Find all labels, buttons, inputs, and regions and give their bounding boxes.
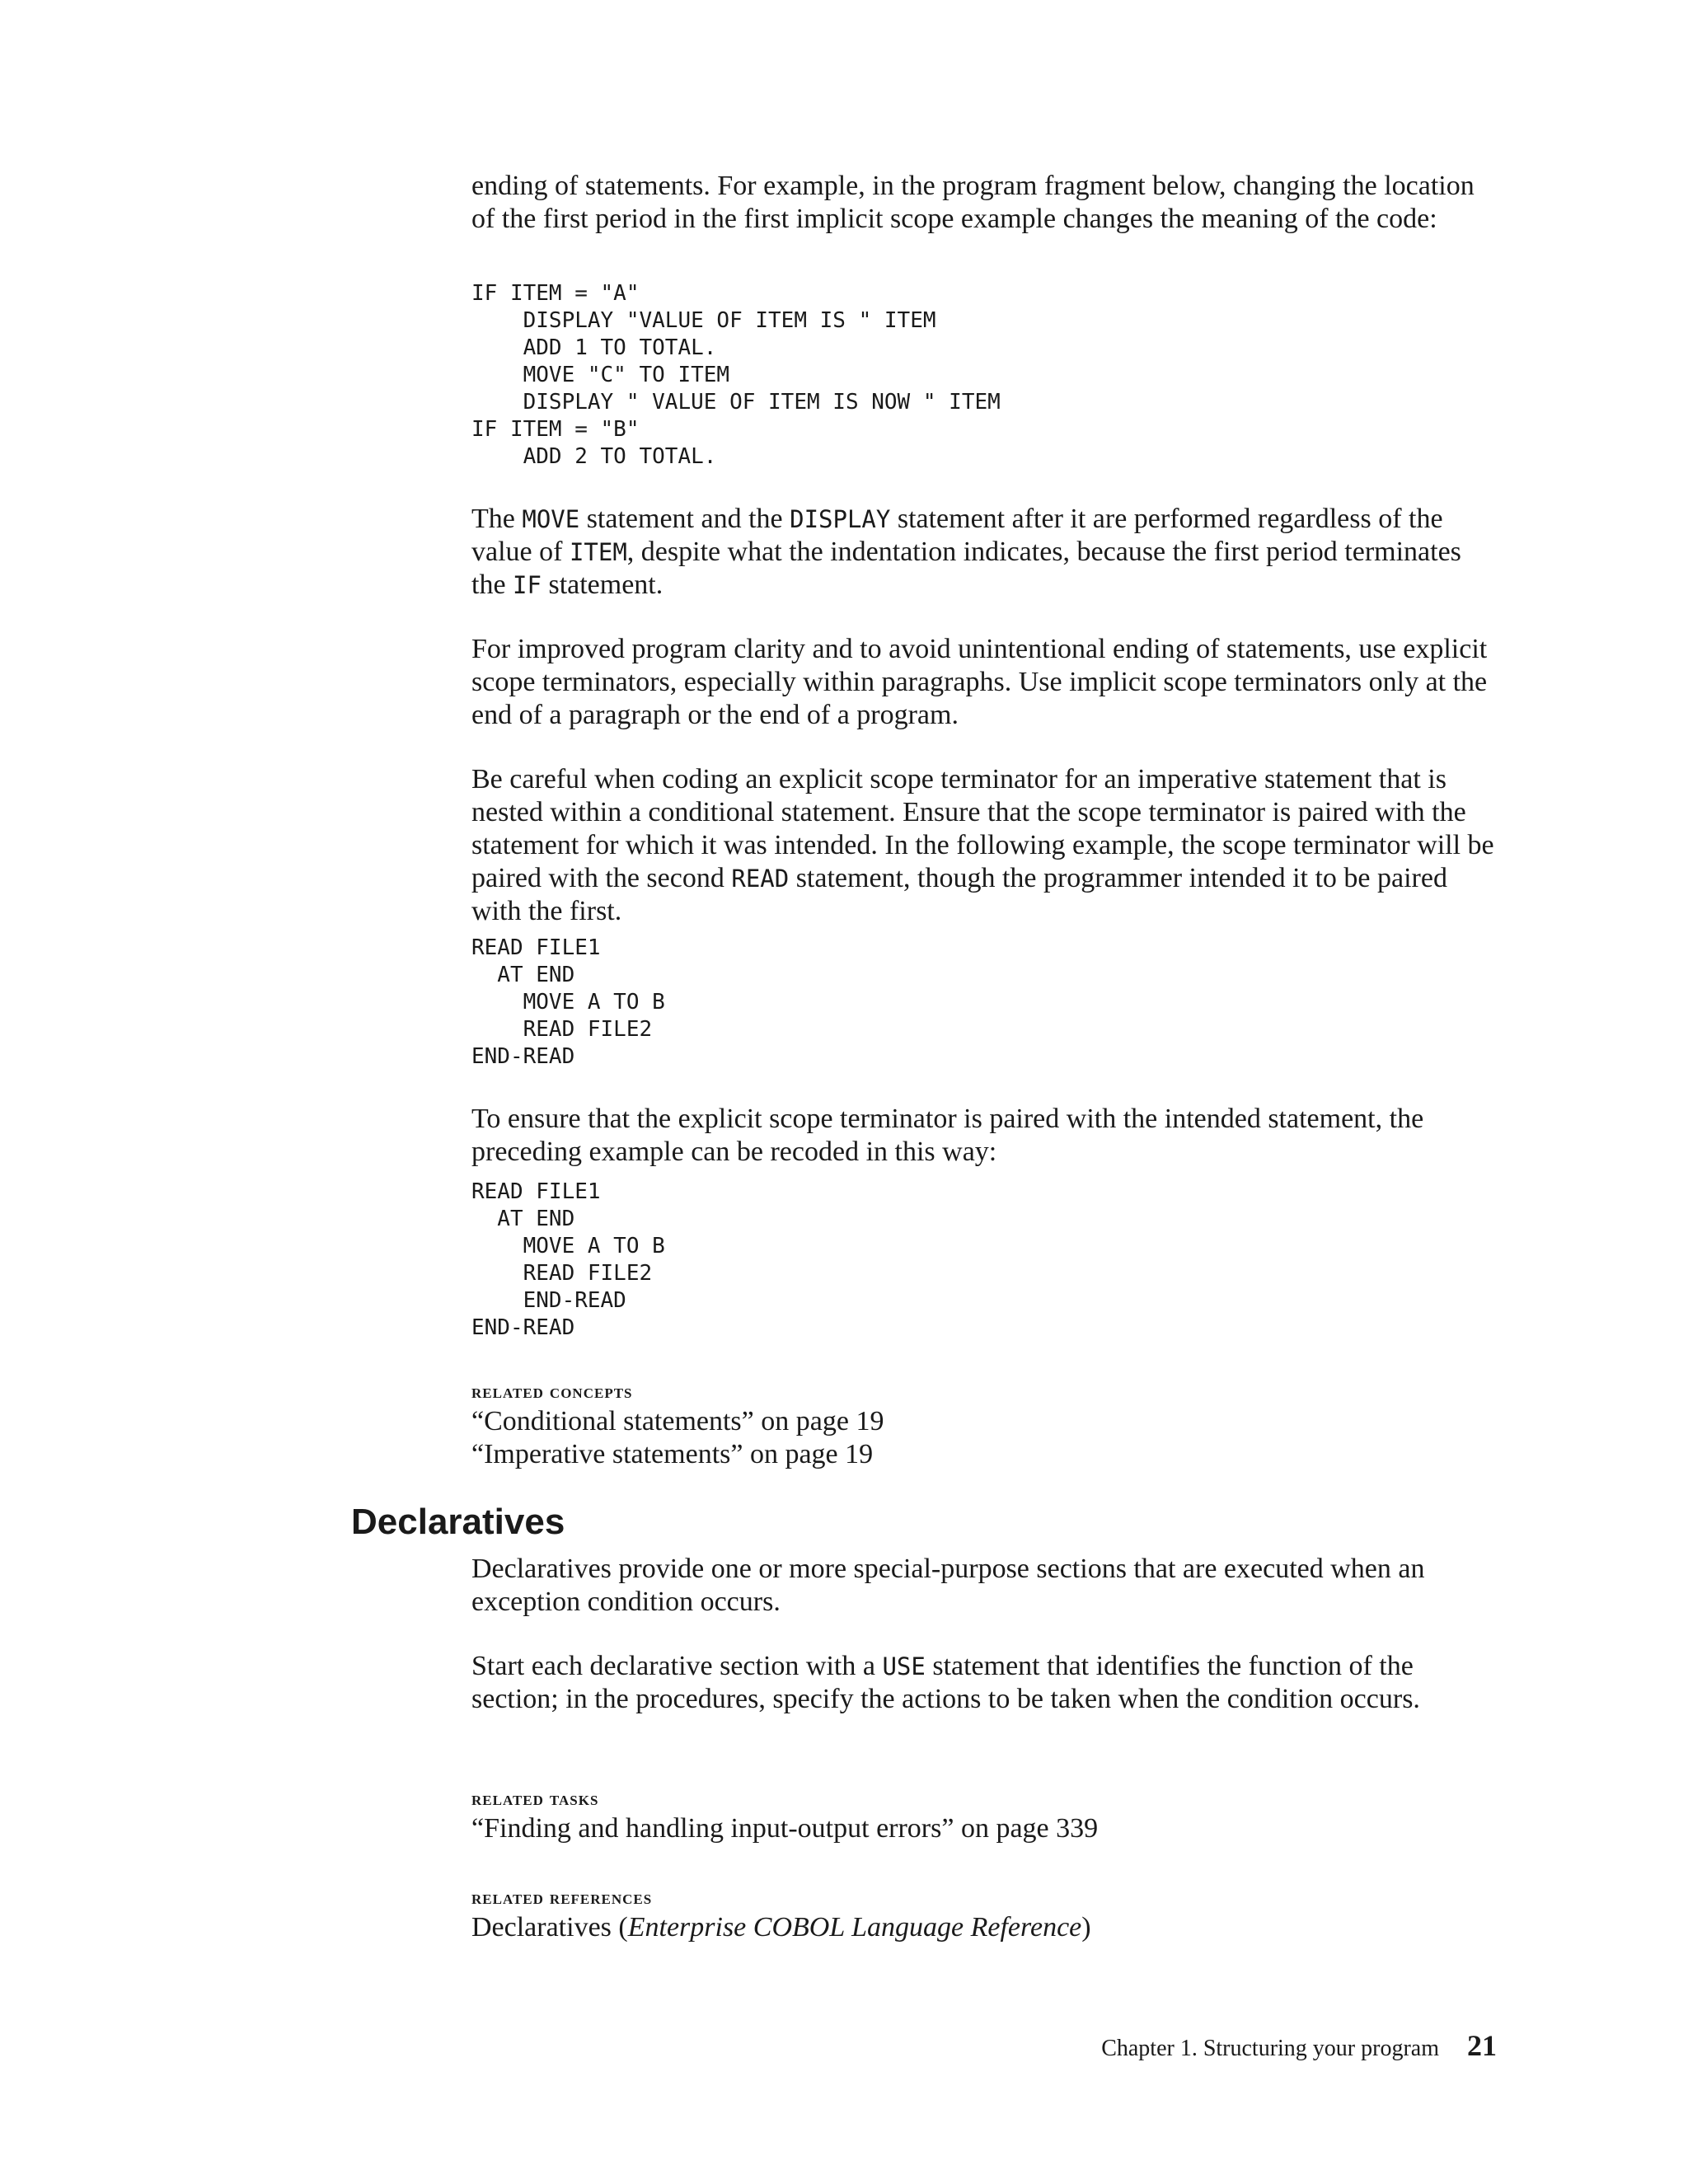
text-run: statement after it are performed regardless of the value of xyxy=(471,504,1443,567)
decl-text-1: Declaratives provide one or more special-purpose sections that are executed when an exception condition occurs. xyxy=(471,1554,1425,1617)
code-term: READ xyxy=(731,865,790,893)
code-term: ITEM xyxy=(569,538,627,566)
declaratives-paragraph-1 xyxy=(471,1553,1502,1619)
page-footer xyxy=(1101,2029,1497,2065)
related-link-conditional[interactable]: “Conditional statements” on page 19 xyxy=(471,1406,884,1436)
careful-text xyxy=(471,763,1502,928)
intro-text: ending of statements. For example, in the program fragment below, changing the location of the first period in the first implicit scope example changes the meaning of the code: xyxy=(471,171,1475,234)
code-line: IF ITEM = "B" xyxy=(471,417,640,442)
text-run: statement. xyxy=(541,569,663,600)
related-references-label: related references xyxy=(471,1887,653,1909)
related-references xyxy=(471,1887,1502,1944)
careful-paragraph xyxy=(471,763,1502,928)
page-number: 21 xyxy=(1467,2029,1497,2062)
ensure-paragraph xyxy=(471,1103,1502,1169)
text-run: statement that identifies the function of the section; in the procedures, specify the actions to be taken when the condition occurs. xyxy=(471,1651,1420,1714)
related-tasks-label: related tasks xyxy=(471,1788,599,1810)
declaratives-paragraph-2 xyxy=(471,1650,1502,1716)
section-heading: Declaratives xyxy=(351,1502,565,1542)
text-run: Declaratives ( xyxy=(471,1912,628,1943)
code-term: USE xyxy=(882,1652,926,1680)
text-run: , despite what the indentation indicates, because the first period terminates the xyxy=(471,537,1461,600)
text-run: Start each declarative section with a xyxy=(471,1651,883,1681)
code-line: END-READ xyxy=(471,1044,575,1069)
code-line: END-READ xyxy=(471,1288,626,1313)
code-line: AT END xyxy=(471,963,575,987)
move-paragraph xyxy=(471,503,1502,602)
code-line: END-READ xyxy=(471,1315,575,1340)
clarity-text: For improved program clarity and to avoid unintentional ending of statements, use explicit scope terminators, especially within paragraphs. Use implicit scope terminators only at the end of a paragraph or the end of a program. xyxy=(471,634,1488,730)
code-term: MOVE xyxy=(522,505,580,533)
text-run: ) xyxy=(1081,1912,1091,1943)
related-tasks xyxy=(471,1788,1502,1845)
code-line: ADD 1 TO TOTAL. xyxy=(471,335,717,360)
footer-chapter: Chapter 1. Structuring your program xyxy=(1101,2036,1439,2061)
code-line: READ FILE2 xyxy=(471,1017,653,1042)
code-term: DISPLAY xyxy=(790,505,891,533)
decl-text-2 xyxy=(471,1650,1502,1716)
intro-paragraph xyxy=(471,170,1502,236)
code-line: MOVE "C" TO ITEM xyxy=(471,363,730,387)
code-term: IF xyxy=(513,571,542,599)
text-run: Be careful when coding an explicit scope terminator for an imperative statement that is nested within a conditional statement. Ensure that the scope terminator is paired with the statement for which it was intended. In the following example, the scope terminator will be paired with the second xyxy=(471,764,1494,893)
code-example-3 xyxy=(471,1179,1502,1342)
move-text xyxy=(471,503,1502,602)
code-line: IF ITEM = "A" xyxy=(471,281,640,306)
code-line: READ FILE1 xyxy=(471,1179,601,1204)
ensure-text: To ensure that the explicit scope terminator is paired with the intended statement, the preceding example can be recoded in this way: xyxy=(471,1104,1424,1167)
related-concepts-label: related concepts xyxy=(471,1381,633,1403)
code-line: ADD 2 TO TOTAL. xyxy=(471,444,717,469)
code-line: MOVE A TO B xyxy=(471,1234,665,1258)
code-line: DISPLAY " VALUE OF ITEM IS NOW " ITEM xyxy=(471,390,1001,415)
text-run: statement, though the programmer intended it to be paired with the first. xyxy=(471,863,1447,926)
clarity-paragraph xyxy=(471,633,1502,732)
related-link-io-errors[interactable]: “Finding and handling input-output errors” on page 339 xyxy=(471,1813,1099,1844)
code-line: MOVE A TO B xyxy=(471,990,665,1015)
book-title: Enterprise COBOL Language Reference xyxy=(627,1912,1082,1943)
text-run: statement and the xyxy=(579,504,790,534)
code-line: READ FILE1 xyxy=(471,935,601,960)
code-example-1 xyxy=(471,280,1502,471)
code-line: READ FILE2 xyxy=(471,1261,653,1286)
code-line: DISPLAY "VALUE OF ITEM IS " ITEM xyxy=(471,308,936,333)
related-concepts xyxy=(471,1381,1502,1471)
code-example-2 xyxy=(471,935,1502,1071)
related-link-imperative[interactable]: “Imperative statements” on page 19 xyxy=(471,1439,874,1469)
text-run: The xyxy=(471,504,523,534)
related-link-declaratives-ref[interactable] xyxy=(471,1911,1502,1944)
code-line: AT END xyxy=(471,1207,575,1231)
